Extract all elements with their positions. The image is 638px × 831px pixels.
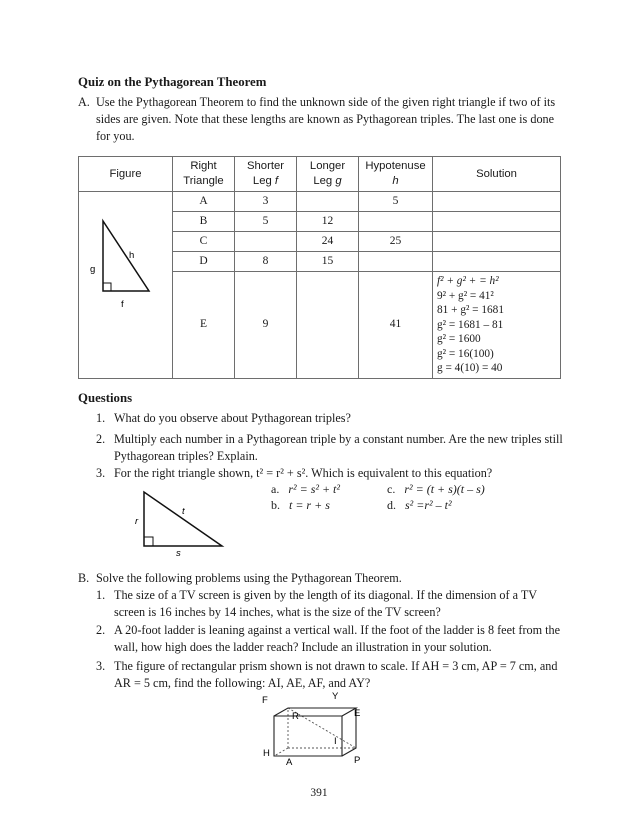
header-shorter-leg-line1: Shorter — [246, 160, 285, 173]
question-3-text: For the right triangle shown, t² = r² + s². Which is equivalent to this equation? — [114, 466, 493, 480]
header-shorter-leg-variable: f — [274, 175, 279, 187]
header-solution: Solution — [433, 157, 561, 192]
question-2-text: Multiply each number in a Pythagorean triple by a constant number. Are the new triples still Pythagorean triples? Explain. — [114, 432, 563, 463]
header-longer-leg-line1: Longer — [309, 160, 346, 173]
header-right-triangle — [173, 157, 235, 192]
hidden-edge — [274, 748, 288, 756]
rectangular-prism-figure — [258, 686, 368, 770]
solution-line: f² + g² + = h² — [437, 275, 499, 287]
row-b-shorter: 5 — [235, 212, 297, 232]
row-b-solution — [433, 212, 561, 232]
prism-label-i: I — [334, 736, 337, 747]
top-face — [274, 708, 356, 716]
header-longer-leg — [297, 157, 359, 192]
part-b-problem-1-text: The size of a TV screen is given by the length of its diagonal. If the dimension of a TV screen is 16 inches by 14 inches, what is the size of the TV screen? — [114, 588, 537, 619]
table-header-row — [79, 157, 561, 192]
choice-b-letter: b. — [271, 498, 280, 512]
question-2 — [96, 431, 566, 465]
row-e-hypotenuse: 41 — [359, 272, 433, 379]
row-a-solution — [433, 192, 561, 212]
choice-c-expression: r² = (t + s)(t – s) — [404, 482, 485, 496]
solution-line: 81 + g² = 1681 — [437, 304, 504, 316]
row-d-triangle: D — [173, 252, 235, 272]
question-3 — [96, 465, 566, 482]
choice-a[interactable] — [271, 481, 340, 498]
choice-a-expression: r² = s² + t² — [288, 482, 340, 496]
row-a-hypotenuse: 5 — [359, 192, 433, 212]
part-b-problem-1-number: 1. — [96, 588, 106, 602]
row-b-longer: 12 — [297, 212, 359, 232]
choice-d-letter: d. — [387, 498, 396, 512]
row-d-longer: 15 — [297, 252, 359, 272]
question-3-triangle-figure — [130, 486, 230, 558]
pythagorean-triples-table — [78, 156, 561, 379]
figure-label-g: g — [90, 263, 96, 275]
questions-heading: Questions — [78, 391, 133, 405]
question-2-number: 2. — [96, 432, 106, 446]
triangle-label-t: t — [182, 506, 185, 517]
triangle-outline — [144, 492, 222, 546]
header-right-triangle-line2: Triangle — [183, 175, 224, 187]
header-hypotenuse-variable: h — [392, 175, 399, 187]
page-number: 391 — [310, 787, 328, 799]
triangle-outline — [103, 221, 149, 291]
row-e-shorter: 9 — [235, 272, 297, 379]
row-c-solution — [433, 232, 561, 252]
part-a-text: Use the Pythagorean Theorem to find the unknown side of the given right triangle if two of its sides are given. Note that these lengths are known as Pythagorean triples. The last one is done for you. — [96, 95, 556, 143]
part-b-text: Solve the following problems using the Pythagorean Theorem. — [96, 571, 402, 585]
question-1-text: What do you observe about Pythagorean triples? — [114, 411, 351, 425]
solution-line: 9² + g² = 41² — [437, 289, 494, 302]
part-a-marker: A. — [78, 95, 90, 109]
figure-label-h: h — [129, 249, 135, 261]
row-c-longer: 24 — [297, 232, 359, 252]
row-e-longer — [297, 272, 359, 379]
row-b-triangle: B — [173, 212, 235, 232]
row-c-triangle: C — [173, 232, 235, 252]
row-c-shorter — [235, 232, 297, 252]
header-right-triangle-line1: Right — [190, 160, 217, 173]
figure-label-f: f — [121, 298, 124, 310]
row-e-triangle: E — [173, 272, 235, 379]
row-c-hypotenuse: 25 — [359, 232, 433, 252]
solution-line: g² = 16(100) — [437, 347, 494, 360]
quiz-title: Quiz on the Pythagorean Theorem — [78, 75, 267, 89]
part-b-instructions — [78, 570, 566, 587]
solution-line: g² = 1681 – 81 — [437, 318, 504, 331]
part-b-problem-3-text: The figure of rectangular prism shown is not drawn to scale. If AH = 3 cm, AP = 7 cm, and AR = 5 cm, find the following: AI, AE, AF, and AY? — [114, 659, 558, 690]
prism-label-e: E — [354, 708, 361, 719]
choice-c-letter: c. — [387, 482, 396, 496]
prism-label-p: P — [354, 755, 361, 766]
choice-c[interactable] — [387, 481, 485, 498]
part-b-problem-2 — [96, 622, 566, 656]
right-triangle-figure — [79, 195, 173, 375]
prism-label-f: F — [262, 695, 268, 706]
triangle-label-r: r — [135, 516, 139, 527]
part-b-problem-1 — [96, 587, 566, 621]
triangle-label-s: s — [176, 548, 181, 558]
right-angle-marker — [144, 537, 153, 546]
header-figure: Figure — [79, 157, 173, 192]
row-b-hypotenuse — [359, 212, 433, 232]
row-d-solution — [433, 252, 561, 272]
table-row — [79, 192, 561, 212]
row-a-longer — [297, 192, 359, 212]
part-b-marker: B. — [78, 571, 90, 585]
header-hypotenuse — [359, 157, 433, 192]
part-b-problem-2-text: A 20-foot ladder is leaning against a vertical wall. If the foot of the ladder is 8 feet from the wall, how high does the ladder reach? Include an illustration in your solution. — [114, 623, 561, 654]
right-angle-marker — [103, 283, 111, 291]
prism-label-y: Y — [332, 691, 339, 702]
figure-cell — [79, 192, 173, 379]
prism-label-h: H — [263, 748, 270, 759]
choice-d-expression: s² =r² – t² — [405, 498, 452, 512]
question-3-number: 3. — [96, 466, 106, 480]
part-b-problem-3-number: 3. — [96, 659, 106, 673]
solution-line: g² = 1600 — [437, 333, 481, 345]
header-shorter-leg — [235, 157, 297, 192]
solution-line: g = 4(10) = 40 — [437, 362, 503, 374]
row-d-shorter: 8 — [235, 252, 297, 272]
header-hypotenuse-line1: Hypotenuse — [365, 160, 426, 173]
header-longer-leg-line2: Leg — [313, 175, 333, 187]
choice-d[interactable] — [387, 497, 452, 514]
choice-a-letter: a. — [271, 482, 280, 496]
header-longer-leg-variable: g — [335, 175, 342, 187]
row-a-triangle: A — [173, 192, 235, 212]
row-e-solution — [433, 272, 561, 379]
header-shorter-leg-line2: Leg — [252, 175, 272, 187]
row-d-hypotenuse — [359, 252, 433, 272]
part-b-problem-2-number: 2. — [96, 623, 106, 637]
question-1-number: 1. — [96, 411, 106, 425]
prism-label-r: R — [292, 711, 299, 722]
question-1 — [96, 410, 566, 427]
choice-b[interactable] — [271, 497, 330, 514]
choice-b-expression: t = r + s — [289, 498, 330, 512]
prism-label-a: A — [286, 757, 293, 768]
part-a-instructions — [78, 94, 566, 144]
row-a-shorter: 3 — [235, 192, 297, 212]
